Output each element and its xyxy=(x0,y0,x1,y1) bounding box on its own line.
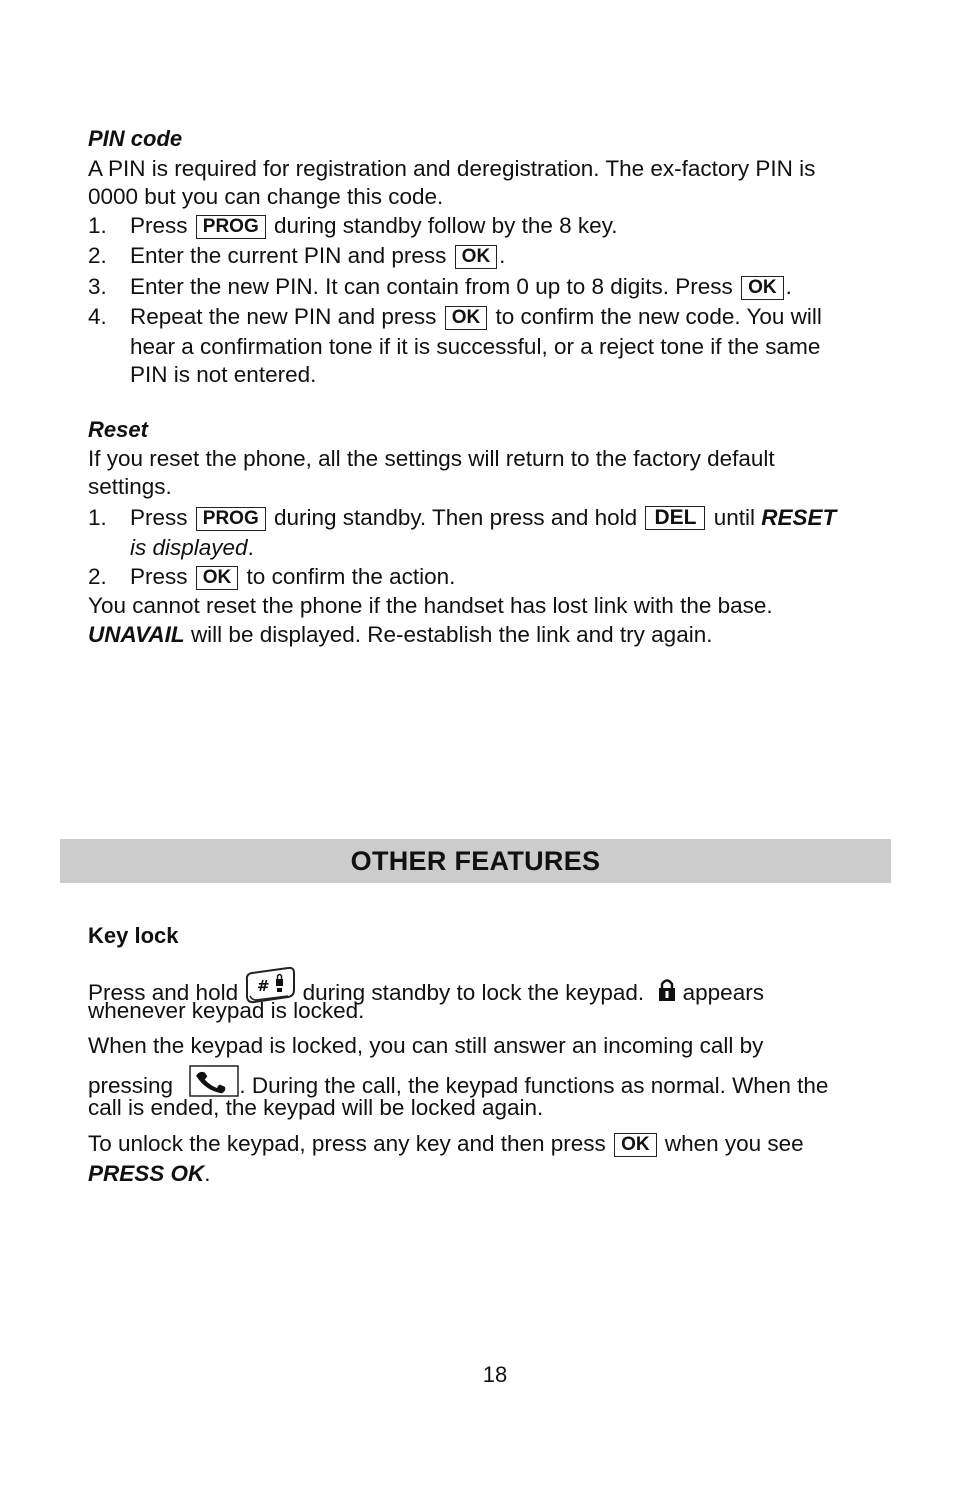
reset-intro-line-2: settings. xyxy=(88,474,172,499)
reset-note-line-2-text: will be displayed. Re-establish the link and try again. xyxy=(190,622,713,647)
reset-step-1 xyxy=(130,503,836,532)
pin-step-2-text-a: Enter the current PIN and press xyxy=(130,243,447,268)
keylock-p1c: appears xyxy=(682,980,764,1005)
keylock-p1b: during standby to lock the keypad. xyxy=(302,980,645,1005)
reset-step-1-text-c: until xyxy=(713,505,755,530)
pin-step-4-text-a: Repeat the new PIN and press xyxy=(130,304,437,329)
pin-step-4 xyxy=(130,302,822,331)
reset-step-2-text-b: to confirm the action. xyxy=(246,564,456,589)
ok-key: OK xyxy=(455,245,498,269)
pin-step-3-text-a: Enter the new PIN. It can contain from 0 up to 8 digits. Press xyxy=(130,274,733,299)
reset-step-1-em2: is displayed xyxy=(130,535,248,560)
keylock-p3a: To unlock the keypad, press any key and then press xyxy=(88,1131,606,1156)
reset-step-1-line-2 xyxy=(130,533,254,562)
reset-step-1-number: 1. xyxy=(88,505,107,530)
keylock-para-3-line-1 xyxy=(88,1129,804,1158)
reset-step-1-text-a: Press xyxy=(130,505,188,530)
keylock-p3end: . xyxy=(204,1161,211,1186)
reset-step-2-text-a: Press xyxy=(130,564,188,589)
keylock-para-2-line-3: call is ended, the keypad will be locked again. xyxy=(88,1095,544,1120)
pin-step-4-line-2: hear a confirmation tone if it is successful, or a reject tone if the same xyxy=(130,334,821,359)
pin-intro-line-1: A PIN is required for registration and deregistration. The ex-factory PIN is xyxy=(88,156,816,181)
reset-step-2 xyxy=(130,562,455,591)
reset-note-line-1: You cannot reset the phone if the handset has lost link with the base. xyxy=(88,593,773,618)
keylock-p1a: Press and hold xyxy=(88,980,239,1005)
keylock-p2c: . During the call, the keypad functions as normal. When the xyxy=(239,1073,829,1098)
pin-step-3-text-b: . xyxy=(785,274,792,299)
ok-key: OK xyxy=(445,306,488,330)
unavail-text: UNAVAIL xyxy=(88,622,185,647)
reset-display-text: RESET xyxy=(761,505,837,530)
pin-code-heading: PIN code xyxy=(88,126,183,151)
other-features-banner xyxy=(60,839,891,883)
ok-key: OK xyxy=(614,1133,657,1157)
reset-note-line-2 xyxy=(88,620,712,649)
pin-step-4-text-b: to confirm the new code. You will xyxy=(495,304,822,329)
reset-intro-line-1: If you reset the phone, all the settings will return to the factory default xyxy=(88,446,775,471)
key-lock-heading: Key lock xyxy=(88,923,179,948)
svg-text:#: # xyxy=(257,977,270,995)
prog-key: PROG xyxy=(196,215,266,239)
pin-step-1-text-b: during standby follow by the 8 key. xyxy=(274,213,618,238)
del-key: DEL xyxy=(645,506,705,530)
pin-step-2-text-b: . xyxy=(499,243,506,268)
keylock-para-1-line-2: whenever keypad is locked. xyxy=(88,998,365,1023)
reset-step-1-end: . xyxy=(247,535,254,560)
pin-step-4-line-3: PIN is not entered. xyxy=(130,362,317,387)
pin-intro-line-2: 0000 but you can change this code. xyxy=(88,184,444,209)
reset-step-2-number: 2. xyxy=(88,564,107,589)
keylock-para-3-line-2 xyxy=(88,1159,211,1188)
keylock-para-2-line-1: When the keypad is locked, you can still answer an incoming call by xyxy=(88,1033,764,1058)
keylock-p3b: when you see xyxy=(664,1131,804,1156)
pin-step-1 xyxy=(130,211,618,240)
pin-step-3 xyxy=(130,272,792,301)
reset-heading: Reset xyxy=(88,417,148,442)
pin-step-3-number: 3. xyxy=(88,274,107,299)
pin-step-4-number: 4. xyxy=(88,304,107,329)
page-number: 18 xyxy=(482,1362,508,1387)
pin-step-2 xyxy=(130,241,505,270)
prog-key: PROG xyxy=(196,507,266,531)
pin-step-2-number: 2. xyxy=(88,243,107,268)
padlock-icon xyxy=(658,978,676,1009)
pin-step-1-number: 1. xyxy=(88,213,107,238)
keylock-p2b: pressing xyxy=(88,1073,174,1098)
reset-step-1-text-b: during standby. Then press and hold xyxy=(274,505,638,530)
ok-key: OK xyxy=(196,566,239,590)
pin-step-1-text-a: Press xyxy=(130,213,188,238)
other-features-title: OTHER FEATURES xyxy=(350,845,601,876)
press-ok-text: PRESS OK xyxy=(88,1161,205,1186)
ok-key: OK xyxy=(741,276,784,300)
